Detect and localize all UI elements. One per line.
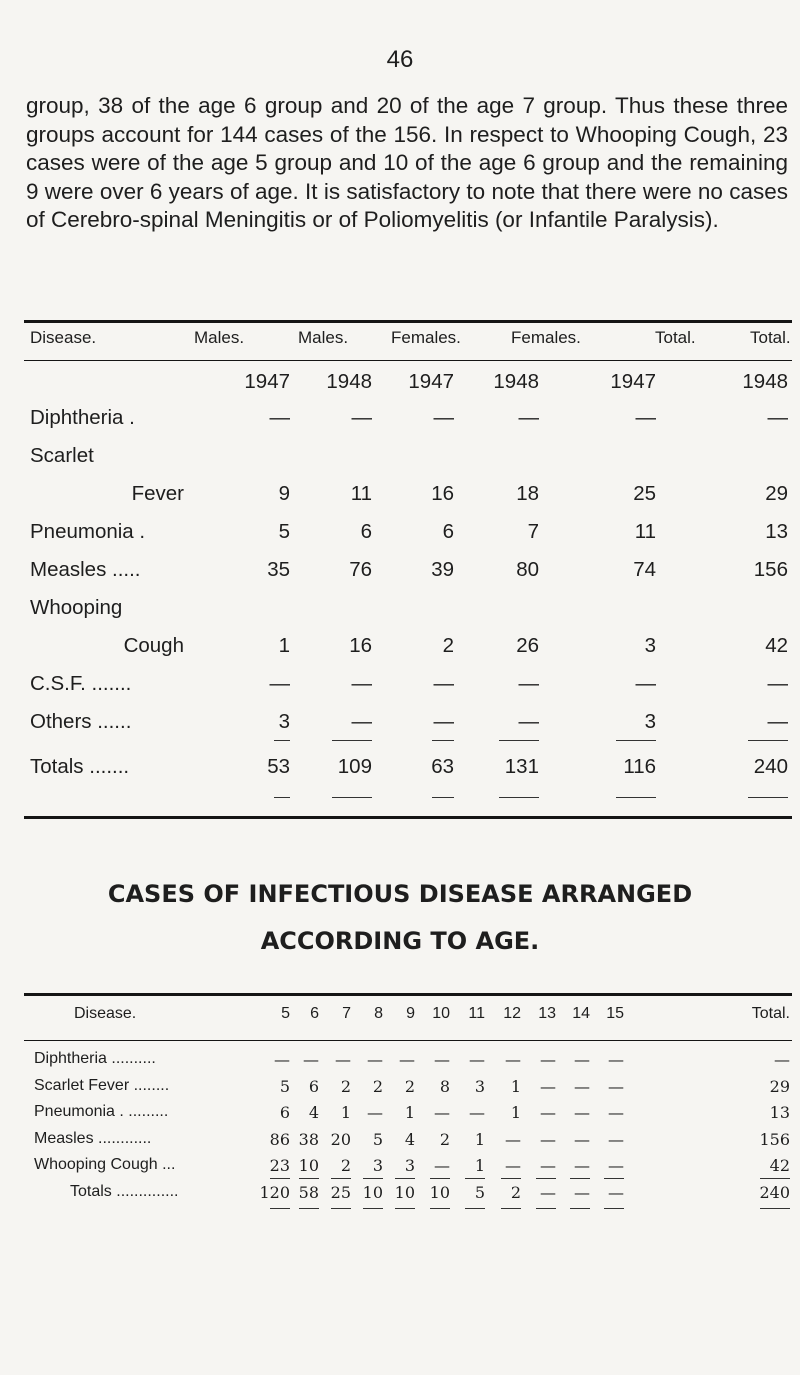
- table2-value-cell: 1: [474, 1129, 485, 1149]
- table2-total-cell: —: [608, 1183, 624, 1202]
- table2-value-cell: —: [399, 1050, 415, 1069]
- table2-value-cell: —: [608, 1129, 624, 1149]
- table2-value-cell: 1: [510, 1076, 521, 1096]
- table2-totals-label: Totals ..............: [70, 1183, 179, 1200]
- table2-value-cell: 2: [340, 1076, 351, 1096]
- table1-header-cell: Females.: [391, 328, 461, 347]
- table2-value-cell: 1: [474, 1156, 485, 1175]
- table2-header-cell: 12: [503, 1005, 521, 1022]
- section-title: CASES OF INFECTIOUS DISEASE ARRANGED: [107, 880, 693, 908]
- table2-value-cell: 1: [404, 1103, 415, 1122]
- table1-total-cell: 63: [431, 755, 454, 778]
- table1-value-cell: 16: [349, 634, 372, 657]
- table1-row-label: Cough: [123, 634, 184, 657]
- table2-sum-dash: [501, 1208, 521, 1209]
- table1-value-cell: 11: [634, 520, 656, 543]
- table2-sum-dash: [299, 1208, 319, 1209]
- table1-value-cell: 3: [644, 634, 656, 657]
- table2-value-cell: 1: [340, 1103, 351, 1122]
- table1-value-cell: —: [767, 672, 788, 695]
- table2-value-cell: 4: [404, 1129, 415, 1149]
- table2-value-cell: —: [540, 1103, 556, 1122]
- table2-value-cell: —: [367, 1103, 383, 1122]
- table2-value-cell: 29: [769, 1076, 790, 1096]
- table2-row-label: Diphtheria ..........: [34, 1050, 156, 1067]
- table2-header-cell: 6: [310, 1005, 319, 1022]
- table1-value-cell: 39: [431, 558, 454, 581]
- table2-sum-dash: [604, 1178, 624, 1179]
- table1-row-label: Measles .....: [30, 558, 141, 581]
- disease-by-age-table: [24, 0, 792, 1375]
- table2-sum-dash: [270, 1208, 290, 1209]
- table1-year-cell: 1947: [610, 370, 656, 393]
- table1-value-cell: 29: [765, 482, 788, 505]
- table2-sum-dash: [270, 1178, 290, 1179]
- table2-sum-dash: [465, 1208, 485, 1209]
- table2-value-cell: —: [540, 1076, 556, 1096]
- table2-header-cell: 15: [606, 1005, 624, 1022]
- table1-header-cell: Males.: [194, 328, 245, 347]
- table2-row-label: Scarlet Fever ........: [34, 1076, 170, 1094]
- table2-value-cell: 3: [474, 1076, 485, 1096]
- table2-sum-dash: [570, 1208, 590, 1209]
- table2-value-cell: —: [335, 1050, 351, 1069]
- table2-total-cell: —: [574, 1183, 590, 1202]
- table2-value-cell: 6: [279, 1103, 290, 1122]
- table2-sum-dash: [570, 1178, 590, 1179]
- table2-value-cell: —: [574, 1076, 590, 1096]
- table1-value-cell: 26: [516, 634, 539, 657]
- table2-header-cell: Total.: [751, 1005, 790, 1022]
- table1-value-cell: 13: [765, 520, 788, 543]
- table1-year-cell: 1947: [408, 370, 454, 393]
- table1-value-cell: 25: [633, 482, 656, 505]
- table1-total-cell: 131: [504, 755, 539, 778]
- table1-value-cell: —: [767, 406, 788, 429]
- table1-total-cell: 109: [337, 755, 372, 778]
- table2-header-label: Disease.: [74, 1005, 137, 1022]
- table2-value-cell: 2: [404, 1076, 415, 1096]
- table2-header-cell: 7: [342, 1005, 351, 1022]
- table2-value-cell: 3: [404, 1156, 415, 1175]
- table1-value-cell: —: [635, 672, 656, 695]
- table1-value-cell: 42: [765, 634, 788, 657]
- table2-sum-dash: [536, 1208, 556, 1209]
- table2-value-cell: —: [303, 1050, 319, 1069]
- table1-year-cell: 1948: [493, 370, 539, 393]
- table1-value-cell: 76: [349, 558, 372, 581]
- table2-value-cell: —: [367, 1050, 383, 1069]
- table1-value-cell: 2: [442, 634, 454, 657]
- table2-sum-dash: [465, 1178, 485, 1179]
- table1-row-label: Fever: [131, 482, 184, 505]
- table1-year-cell: 1947: [244, 370, 290, 393]
- table2-value-cell: 38: [298, 1129, 319, 1149]
- table2-total-cell: 10: [394, 1183, 415, 1202]
- table2-value-cell: 6: [308, 1076, 319, 1096]
- table2-total-cell: 10: [362, 1183, 383, 1202]
- table2-row-label: Whooping Cough ...: [34, 1156, 176, 1173]
- table2-total-cell: 2: [510, 1183, 521, 1202]
- table2-row-label: Measles ............: [34, 1129, 152, 1147]
- table2-value-cell: 5: [279, 1076, 290, 1096]
- table2-value-cell: 13: [769, 1103, 790, 1122]
- table2-sum-dash: [430, 1178, 450, 1179]
- table1-value-cell: 3: [644, 710, 656, 733]
- table2-value-cell: —: [274, 1050, 290, 1069]
- table2-row-label: Pneumonia . .........: [34, 1103, 169, 1120]
- table2-value-cell: 23: [269, 1156, 290, 1175]
- page-number: 46: [386, 46, 414, 73]
- table2-value-cell: —: [469, 1050, 485, 1069]
- table1-value-cell: 5: [278, 520, 290, 543]
- table2-sum-dash: [430, 1208, 450, 1209]
- table2-sum-dash: [501, 1178, 521, 1179]
- table1-year-cell: 1948: [742, 370, 788, 393]
- table2-header-cell: 10: [432, 1005, 450, 1022]
- table1-header-cell: Males.: [298, 328, 349, 347]
- table2-header-cell: 11: [468, 1005, 485, 1022]
- table1-row-label: C.S.F. .......: [30, 672, 132, 695]
- table2-total-cell: —: [540, 1183, 556, 1202]
- table1-header-cell: Disease.: [30, 328, 97, 347]
- table2-value-cell: —: [505, 1129, 521, 1149]
- table2-header-cell: 5: [281, 1005, 290, 1022]
- table2-value-cell: —: [574, 1103, 590, 1122]
- table2-total-cell: 240: [759, 1183, 790, 1202]
- table1-value-cell: —: [635, 406, 656, 429]
- table2-value-cell: —: [434, 1103, 450, 1122]
- table1-value-cell: 156: [753, 558, 788, 581]
- table2-sum-dash: [331, 1208, 351, 1209]
- table2-value-cell: 5: [372, 1129, 383, 1149]
- table2-value-cell: —: [434, 1156, 450, 1175]
- table2-value-cell: 4: [308, 1103, 319, 1122]
- table1-header-cell: Females.: [511, 328, 581, 347]
- table2-sum-dash: [331, 1178, 351, 1179]
- table2-sum-dash: [363, 1178, 383, 1179]
- table2-total-cell: 58: [298, 1183, 319, 1202]
- table2-value-cell: —: [540, 1156, 556, 1175]
- table2-sum-dash: [299, 1178, 319, 1179]
- table2-value-cell: —: [469, 1103, 485, 1122]
- table1-value-cell: 1: [278, 634, 290, 657]
- table2-header-cell: 8: [374, 1005, 383, 1022]
- table2-sum-dash: [395, 1178, 415, 1179]
- table2-value-cell: —: [608, 1156, 624, 1175]
- table2-value-cell: 1: [510, 1103, 521, 1122]
- table2-total-cell: 10: [429, 1183, 450, 1202]
- table1-value-cell: —: [518, 710, 539, 733]
- table2-header-cell: 13: [538, 1005, 556, 1022]
- table2-value-cell: —: [608, 1050, 624, 1069]
- table1-value-cell: 9: [278, 482, 290, 505]
- table1-value-cell: —: [269, 406, 290, 429]
- table2-value-cell: —: [434, 1050, 450, 1069]
- table1-year-cell: 1948: [326, 370, 372, 393]
- table2-value-cell: 2: [439, 1129, 450, 1149]
- table2-value-cell: —: [574, 1050, 590, 1069]
- table2-value-cell: —: [774, 1050, 790, 1069]
- table1-row-label: Whooping: [30, 596, 123, 619]
- table1-value-cell: 18: [516, 482, 539, 505]
- table1-value-cell: 3: [278, 710, 290, 733]
- table1-total-cell: 240: [753, 755, 788, 778]
- table2-sum-dash: [604, 1208, 624, 1209]
- table1-value-cell: —: [269, 672, 290, 695]
- table1-header-cell: Total.: [655, 328, 696, 347]
- table1-row-label: Diphtheria .: [30, 406, 135, 429]
- table1-value-cell: —: [518, 672, 539, 695]
- table1-value-cell: 7: [527, 520, 539, 543]
- table1-value-cell: —: [433, 710, 454, 733]
- table1-value-cell: 11: [350, 482, 372, 505]
- table2-value-cell: 10: [298, 1156, 319, 1175]
- table1-row-label: Pneumonia .: [30, 520, 146, 543]
- table1-value-cell: 6: [360, 520, 372, 543]
- table1-header-cell: Total.: [750, 328, 791, 347]
- section-subtitle: ACCORDING TO AGE.: [260, 927, 540, 955]
- table1-value-cell: —: [433, 672, 454, 695]
- table2-value-cell: 8: [439, 1076, 450, 1096]
- table1-total-cell: 116: [623, 755, 656, 778]
- table2-value-cell: 3: [372, 1156, 383, 1175]
- table2-value-cell: —: [574, 1129, 590, 1149]
- table2-value-cell: —: [540, 1129, 556, 1149]
- table2-total-cell: 120: [259, 1183, 290, 1202]
- table2-value-cell: 20: [330, 1129, 351, 1149]
- table1-value-cell: 6: [442, 520, 454, 543]
- table2-sum-dash: [760, 1178, 790, 1179]
- table2-value-cell: 2: [340, 1156, 351, 1175]
- table1-value-cell: 80: [516, 558, 539, 581]
- table1-value-cell: 74: [633, 558, 656, 581]
- table2-sum-dash: [760, 1208, 790, 1209]
- table1-totals-label: Totals .......: [30, 755, 130, 778]
- table1-row-label: Scarlet: [30, 444, 94, 467]
- table2-header-cell: 14: [572, 1005, 590, 1022]
- table2-value-cell: 86: [269, 1129, 290, 1149]
- table2-value-cell: —: [608, 1076, 624, 1096]
- intro-paragraph: group, 38 of the age 6 group and 20 of the age 7 group. Thus these three groups account for 144 cases of the 156. In respect to Whooping Cough, 23 cases were of the age 5 group and 10 of the age 6 group and the remaining 9 were over 6 years of age. It is satisfactory to note that there were no cases of Cerebro-spinal Meningitis or of Poliomyelitis (or Infantile Paralysis).: [26, 93, 788, 233]
- table1-value-cell: —: [351, 710, 372, 733]
- table2-value-cell: —: [574, 1156, 590, 1175]
- table2-value-cell: —: [608, 1103, 624, 1122]
- table2-value-cell: 156: [759, 1129, 790, 1149]
- table2-value-cell: 42: [769, 1156, 790, 1175]
- table2-header-cell: 9: [406, 1005, 415, 1022]
- table1-value-cell: —: [433, 406, 454, 429]
- table1-value-cell: —: [767, 710, 788, 733]
- table1-value-cell: 35: [267, 558, 290, 581]
- table2-value-cell: 2: [372, 1076, 383, 1096]
- table2-sum-dash: [395, 1208, 415, 1209]
- table1-total-cell: 53: [267, 755, 290, 778]
- table2-value-cell: —: [540, 1050, 556, 1069]
- table2-sum-dash: [363, 1208, 383, 1209]
- table2-sum-dash: [536, 1178, 556, 1179]
- table1-value-cell: 16: [431, 482, 454, 505]
- table2-value-cell: —: [505, 1156, 521, 1175]
- table1-value-cell: —: [351, 406, 372, 429]
- table1-value-cell: —: [351, 672, 372, 695]
- table2-value-cell: —: [505, 1050, 521, 1069]
- table2-total-cell: 25: [330, 1183, 351, 1202]
- table1-row-label: Others ......: [30, 710, 132, 733]
- table2-total-cell: 5: [474, 1183, 485, 1202]
- table1-value-cell: —: [518, 406, 539, 429]
